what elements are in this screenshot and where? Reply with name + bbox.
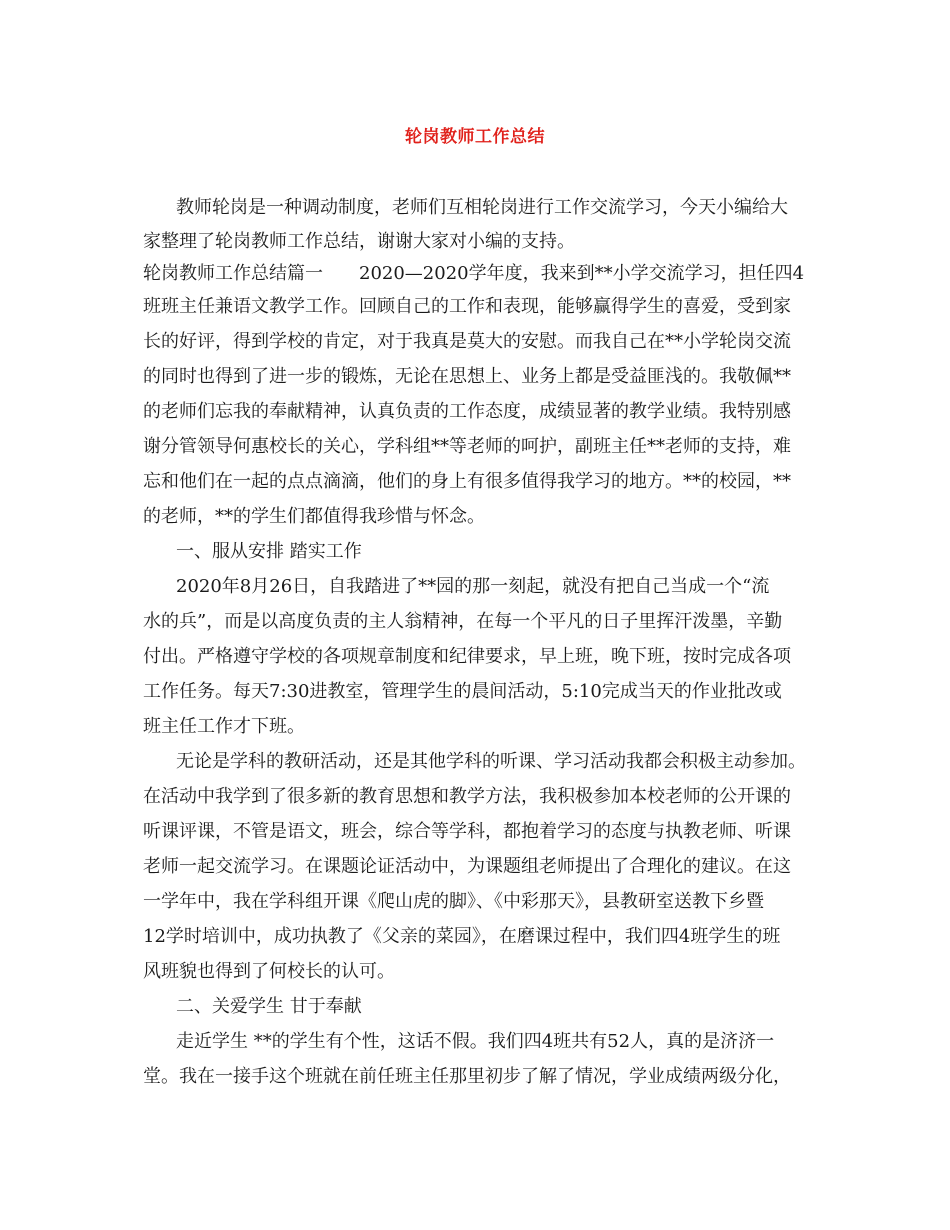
paragraph-line: 堂。我在一接手这个班就在前任班主任那里初步了解了情况，学业成绩两级分化，	[143, 1066, 791, 1087]
paragraph-line: 轮岗教师工作总结篇一 2020—2020学年度，我来到**小学交流学习，担任四4	[143, 263, 805, 284]
paragraph-line: 一学年中，我在学科组开课《爬山虎的脚》、《中彩那天》，县教研室送教下乡暨	[143, 891, 764, 912]
section-heading: 二、关爱学生 甘于奉献	[176, 996, 362, 1017]
document-title: 轮岗教师工作总结	[405, 127, 545, 147]
paragraph-line: 家整理了轮岗教师工作总结，谢谢大家对小编的支持。	[143, 231, 575, 252]
paragraph-line: 长的好评，得到学校的肯定，对于我真是莫大的安慰。而我自己在**小学轮岗交流	[143, 331, 791, 352]
paragraph-line: 水的兵”，而是以高度负责的主人翁精神，在每一个平凡的日子里挥汗泼墨，辛勤	[143, 611, 783, 632]
paragraph-line: 谢分管领导何惠校长的关心，学科组**等老师的呵护，副班主任**老师的支持，难	[143, 436, 791, 457]
section-heading: 一、服从安排 踏实工作	[176, 541, 362, 562]
paragraph-line: 风班貌也得到了何校长的认可。	[143, 961, 395, 982]
paragraph-line: 工作任务。每天7:30进教室，管理学生的晨间活动，5:10完成当天的作业批改或	[143, 681, 782, 702]
paragraph-line: 走近学生 **的学生有个性，这话不假。我们四4班共有52人，真的是济济一	[176, 1031, 775, 1052]
paragraph-line: 12学时培训中，成功执教了《父亲的菜园》，在磨课过程中，我们四4班学生的班	[143, 926, 781, 947]
paragraph-line: 无论是学科的教研活动，还是其他学科的听课、学习活动我都会积极主动参加。	[176, 751, 806, 772]
paragraph-line: 听课评课，不管是语文，班会，综合等学科，都抱着学习的态度与执教老师、听课	[143, 821, 791, 842]
paragraph-line: 教师轮岗是一种调动制度，老师们互相轮岗进行工作交流学习，今天小编给大	[176, 197, 788, 218]
paragraph-line: 的老师们忘我的奉献精神，认真负责的工作态度，成绩显著的教学业绩。我特别感	[143, 401, 791, 422]
paragraph-line: 2020年8月26日，自我踏进了**园的那一刻起，就没有把自己当成一个“流	[176, 576, 770, 597]
paragraph-line: 的同时也得到了进一步的锻炼，无论在思想上、业务上都是受益匪浅的。我敬佩**	[143, 366, 791, 387]
paragraph-line: 的老师，**的学生们都值得我珍惜与怀念。	[143, 506, 485, 527]
paragraph-line: 班班主任兼语文教学工作。回顾自己的工作和表现，能够赢得学生的喜爱，受到家	[143, 296, 791, 317]
paragraph-line: 付出。严格遵守学校的各项规章制度和纪律要求，早上班，晚下班，按时完成各项	[143, 646, 791, 667]
paragraph-line: 忘和他们在一起的点点滴滴，他们的身上有很多值得我学习的地方。**的校园，**	[143, 471, 791, 492]
paragraph-line: 老师一起交流学习。在课题论证活动中，为课题组老师提出了合理化的建议。在这	[143, 856, 791, 877]
paragraph-line: 在活动中我学到了很多新的教育思想和教学方法，我积极参加本校老师的公开课的	[143, 786, 791, 807]
paragraph-line: 班主任工作才下班。	[143, 716, 305, 737]
